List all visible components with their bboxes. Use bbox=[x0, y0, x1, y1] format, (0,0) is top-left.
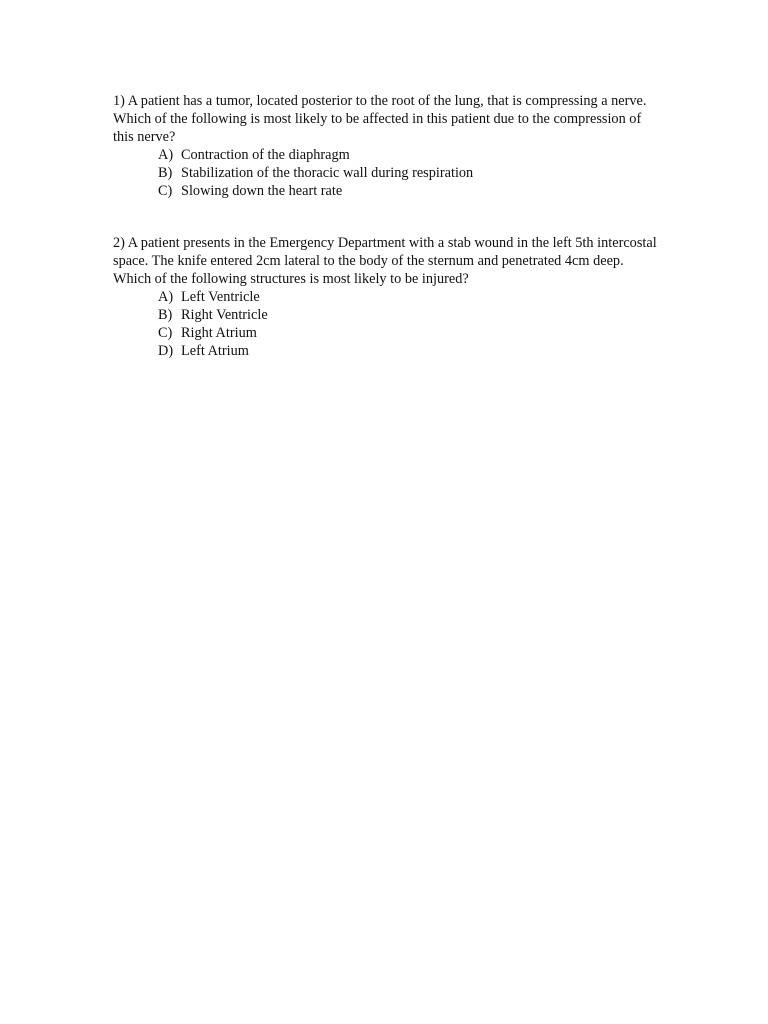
option-text: Left Atrium bbox=[181, 343, 249, 359]
option-text: Left Ventricle bbox=[181, 289, 260, 305]
answer-option bbox=[158, 342, 658, 360]
question-1 bbox=[113, 92, 658, 200]
question-stem: 1) A patient has a tumor, located posterior to the root of the lung, that is compressing a nerve. Which of the following is most likely to be affected in this patient due to the compression of this nerve? bbox=[113, 93, 647, 145]
option-text: Slowing down the heart rate bbox=[181, 183, 343, 199]
answer-option bbox=[158, 164, 658, 182]
answer-option bbox=[158, 146, 658, 164]
option-text: Right Ventricle bbox=[181, 307, 268, 323]
question-2 bbox=[113, 234, 658, 360]
option-text: Stabilization of the thoracic wall during respiration bbox=[181, 165, 474, 181]
option-text: Right Atrium bbox=[181, 325, 257, 341]
answer-options bbox=[113, 288, 658, 360]
option-letter: C) bbox=[158, 183, 173, 199]
question-stem: 2) A patient presents in the Emergency Department with a stab wound in the left 5th intercostal space. The knife entered 2cm lateral to the body of the sternum and penetrated 4cm deep. Which of the following structures is most likely to be injured? bbox=[113, 235, 657, 287]
answer-options bbox=[113, 146, 658, 200]
answer-option bbox=[158, 306, 658, 324]
option-letter: A) bbox=[158, 289, 174, 305]
option-letter: C) bbox=[158, 325, 173, 341]
option-text: Contraction of the diaphragm bbox=[181, 147, 350, 163]
answer-option bbox=[158, 288, 658, 306]
option-letter: B) bbox=[158, 165, 173, 181]
option-letter: D) bbox=[158, 343, 174, 359]
answer-option bbox=[158, 324, 658, 342]
answer-option bbox=[158, 182, 658, 200]
option-letter: A) bbox=[158, 147, 174, 163]
option-letter: B) bbox=[158, 307, 173, 323]
